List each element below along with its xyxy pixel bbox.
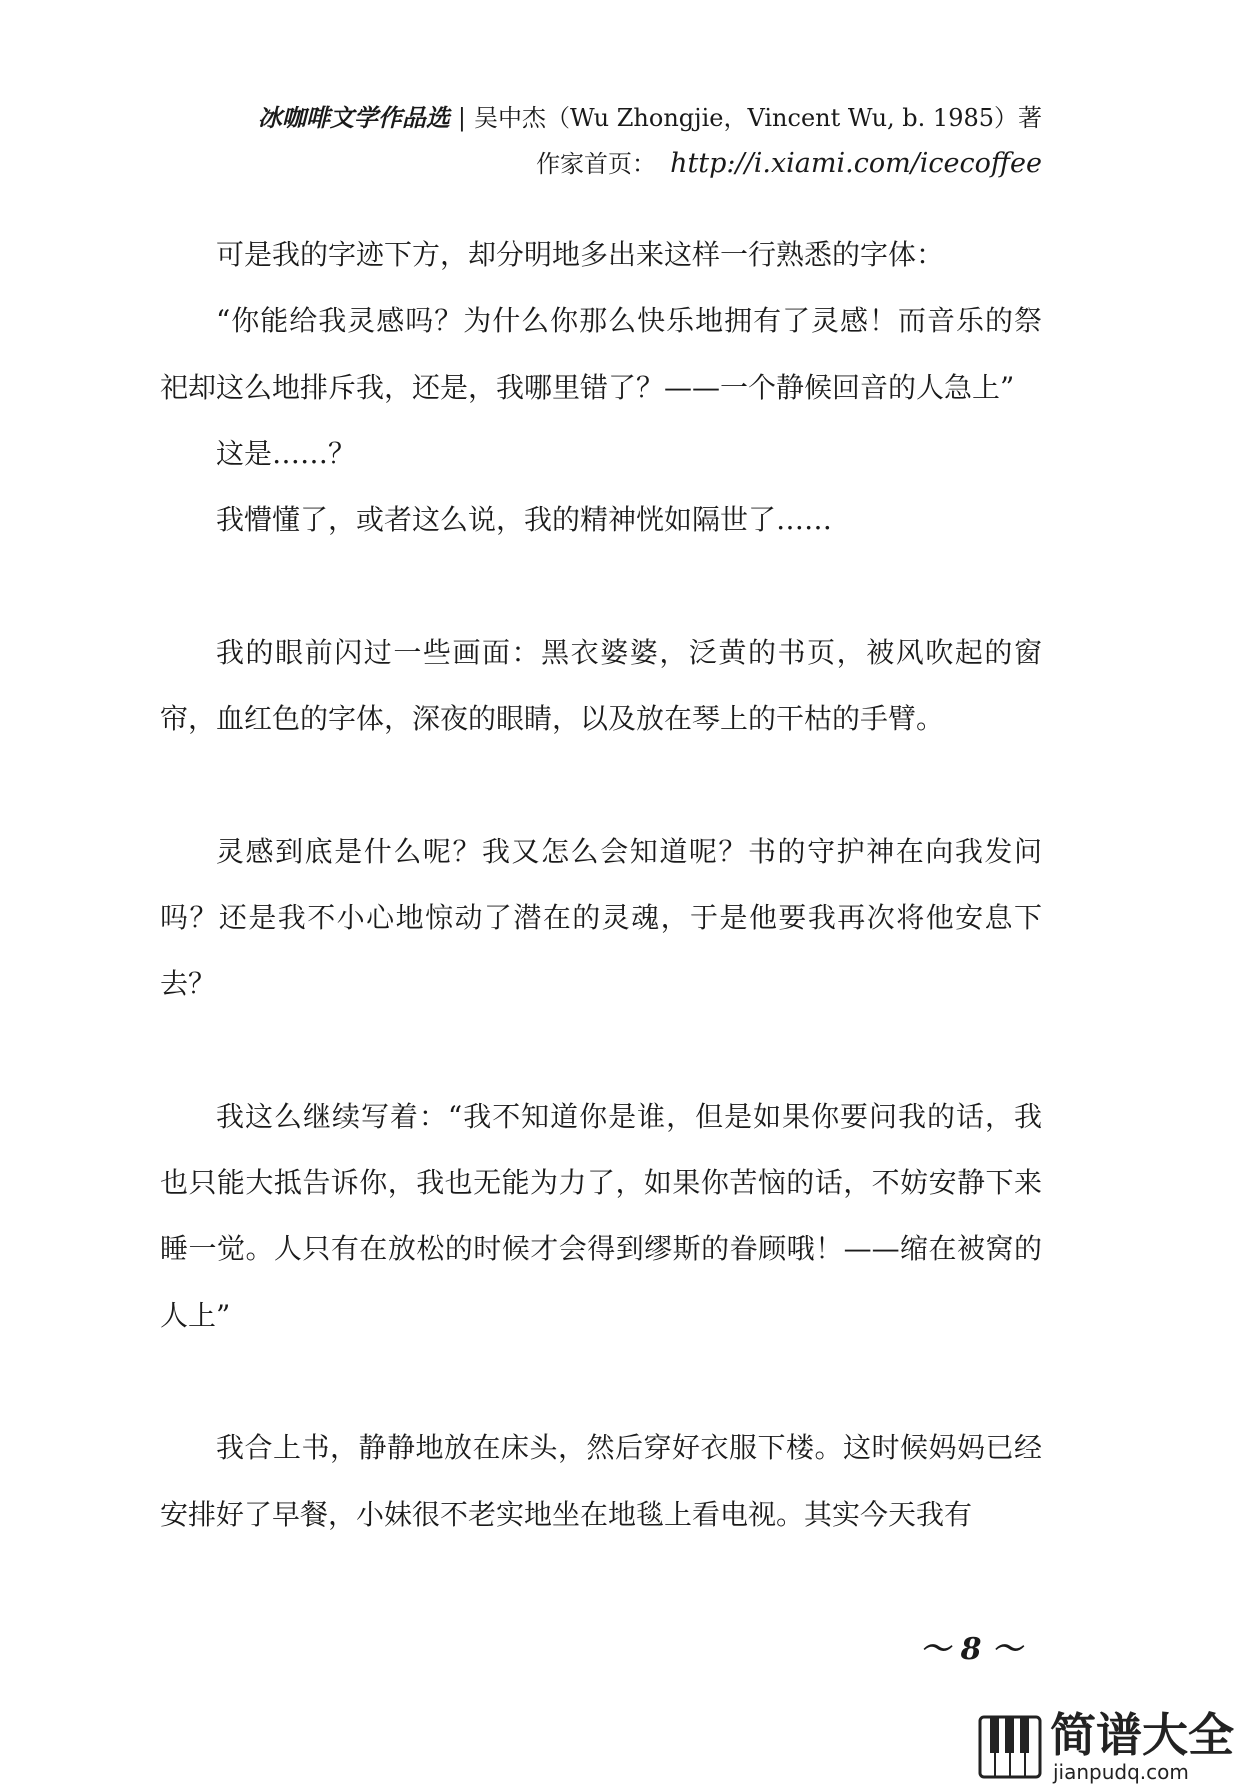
paragraph: 可是我的字迹下方，却分明地多出来这样一行熟悉的字体： [216,238,945,271]
paragraph: 这是……？ [216,436,357,470]
header-byline [160,98,1042,138]
blank-line [160,752,1042,818]
body-text [160,222,1042,1548]
page-header [160,98,1042,184]
author-homepage [160,144,1042,184]
blank-line [160,553,1042,619]
paragraph: 灵感到底是什么呢？我又怎么会知道呢？书的守护神在向我发问吗？还是我不小心地惊动了潜在的灵魂，于是他要我再次将他安息下去？ [160,834,1042,1001]
paragraph: 我合上书，静静地放在床头，然后穿好衣服下楼。这时候妈妈已经安排好了早餐，小妹很不老实地坐在地毯上看电视。其实今天我有 [160,1431,1042,1531]
watermark-url: jianpudq.com [1053,1760,1189,1784]
homepage-label: 作家首页： [536,150,657,178]
piano-keys-icon [978,1715,1042,1779]
blank-line [160,1018,1042,1084]
paragraph: 我这么继续写着：“我不知道你是谁，但是如果你要问我的话，我也只能大抵告诉你，我也无能为力了，如果你苦恼的话，不妨安静下来睡一觉。人只有在放松的时候才会得到缪斯的眷顾哦！——缩在被窝的人上” [160,1099,1042,1332]
author-credit: 吴中杰（Wu Zhongjie，Vincent Wu, b. 1985）著 [473,104,1042,132]
paragraph: 我懵懂了，或者这么说，我的精神恍如隔世了…… [216,503,833,537]
header-separator: | [457,104,466,132]
blank-line [160,1349,1042,1415]
page-number: ～ 8 ～ [920,1632,1022,1667]
paragraph: “你能给我灵感吗？为什么你那么快乐地拥有了灵感！而音乐的祭祀却这么地排斥我，还是，我哪里错了？——一个静候回音的人急上” [160,304,1042,404]
watermark-logo [978,1708,1234,1784]
paragraph: 我的眼前闪过一些画面：黑衣婆婆，泛黄的书页，被风吹起的窗帘，血红色的字体，深夜的眼睛，以及放在琴上的干枯的手臂。 [160,635,1042,736]
homepage-url: http://i.xiami.com/icecoffee [670,148,1042,179]
watermark-title: 简谱大全 [1050,1708,1234,1762]
series-name: 冰咖啡文学作品选 [257,103,450,132]
